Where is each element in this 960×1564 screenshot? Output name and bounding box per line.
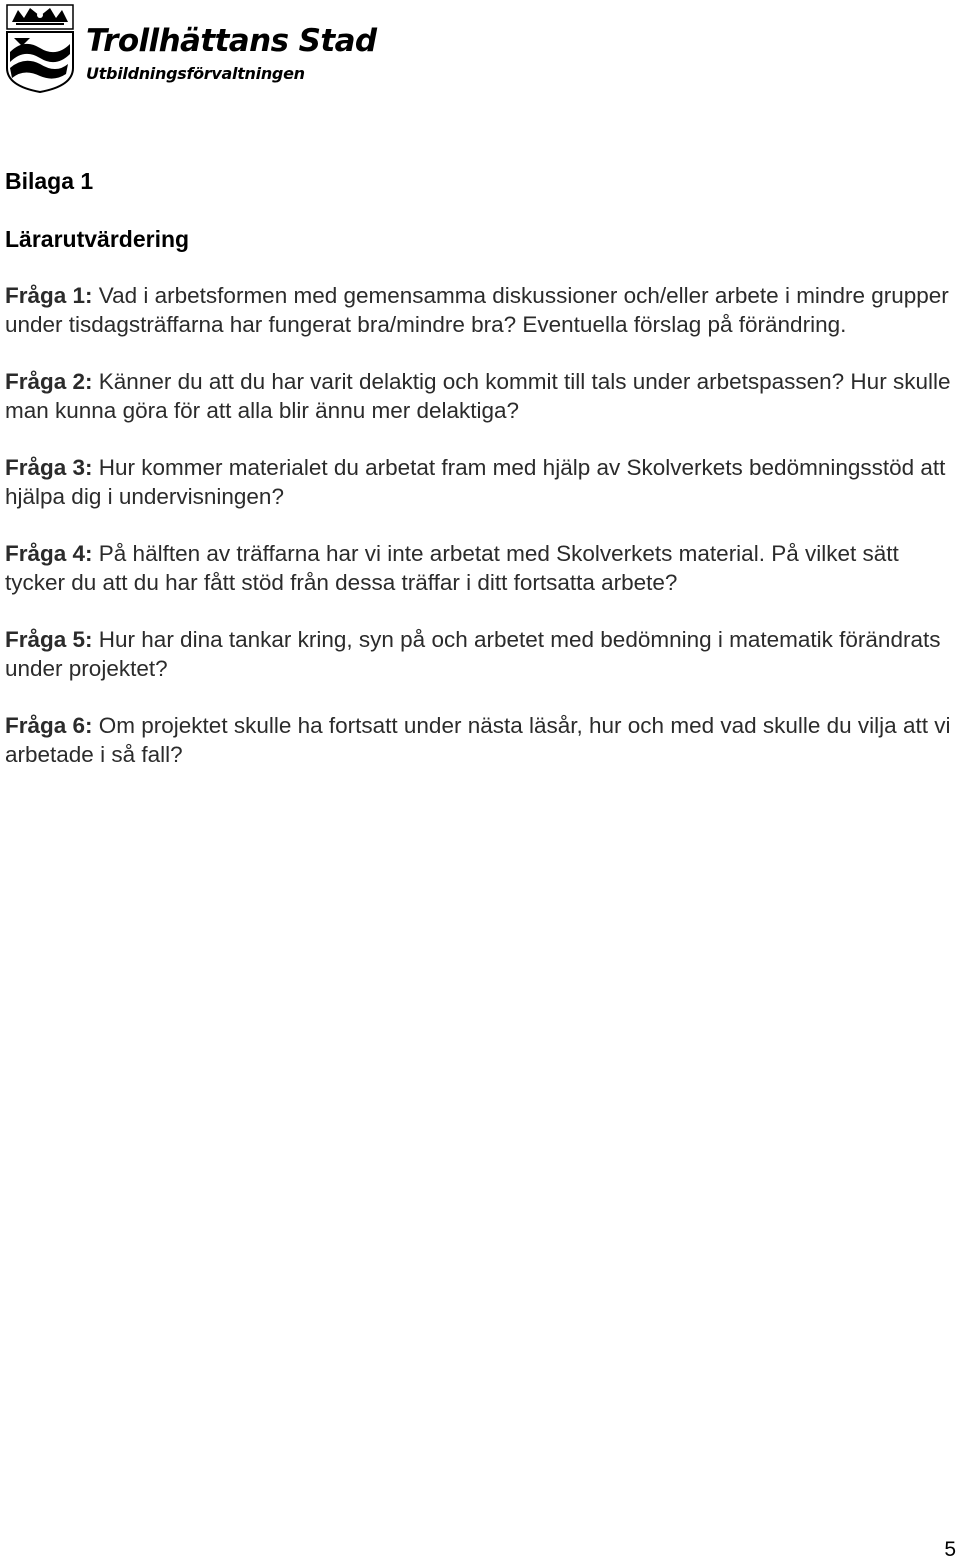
question-label: Fråga 3:	[5, 455, 93, 480]
question-4	[5, 539, 957, 597]
municipal-coat-of-arms-icon	[4, 2, 76, 94]
question-2	[5, 367, 957, 425]
question-text: Om projektet skulle ha fortsatt under nästa läsår, hur och med vad skulle du vilja att vi arbetade i så fall?	[5, 713, 951, 767]
question-6	[5, 711, 957, 769]
question-label: Fråga 2:	[5, 369, 93, 394]
page-number: 5	[944, 1538, 956, 1561]
organization-unit: Utbildningsförvaltningen	[86, 64, 305, 83]
question-label: Fråga 5:	[5, 627, 93, 652]
evaluation-title: Lärarutvärdering	[5, 226, 190, 252]
document-body	[5, 166, 957, 797]
appendix-title: Bilaga 1	[5, 168, 94, 194]
organization-name: Trollhättans Stad	[86, 23, 377, 59]
question-3	[5, 453, 957, 511]
question-text: Vad i arbetsformen med gemensamma diskussioner och/eller arbete i mindre grupper under tisdagsträffarna har fungerat bra/mindre bra? Eventuella förslag på förändring.	[5, 283, 949, 337]
question-1	[5, 281, 957, 339]
question-label: Fråga 4:	[5, 541, 93, 566]
question-text: Känner du att du har varit delaktig och kommit till tals under arbetspassen? Hur skulle man kunna göra för att alla blir ännu mer delaktiga?	[5, 369, 951, 423]
question-text: Hur har dina tankar kring, syn på och arbetet med bedömning i matematik förändrats under projektet?	[5, 627, 941, 681]
question-text: Hur kommer materialet du arbetat fram med hjälp av Skolverkets bedömningsstöd att hjälpa dig i undervisningen?	[5, 455, 946, 509]
question-label: Fråga 1:	[5, 283, 93, 308]
question-text: På hälften av träffarna har vi inte arbetat med Skolverkets material. På vilket sätt tycker du att du har fått stöd från dessa träffar i ditt fortsatta arbete?	[5, 541, 899, 595]
letterhead	[4, 2, 384, 96]
question-label: Fråga 6:	[5, 713, 93, 738]
question-5	[5, 625, 957, 683]
